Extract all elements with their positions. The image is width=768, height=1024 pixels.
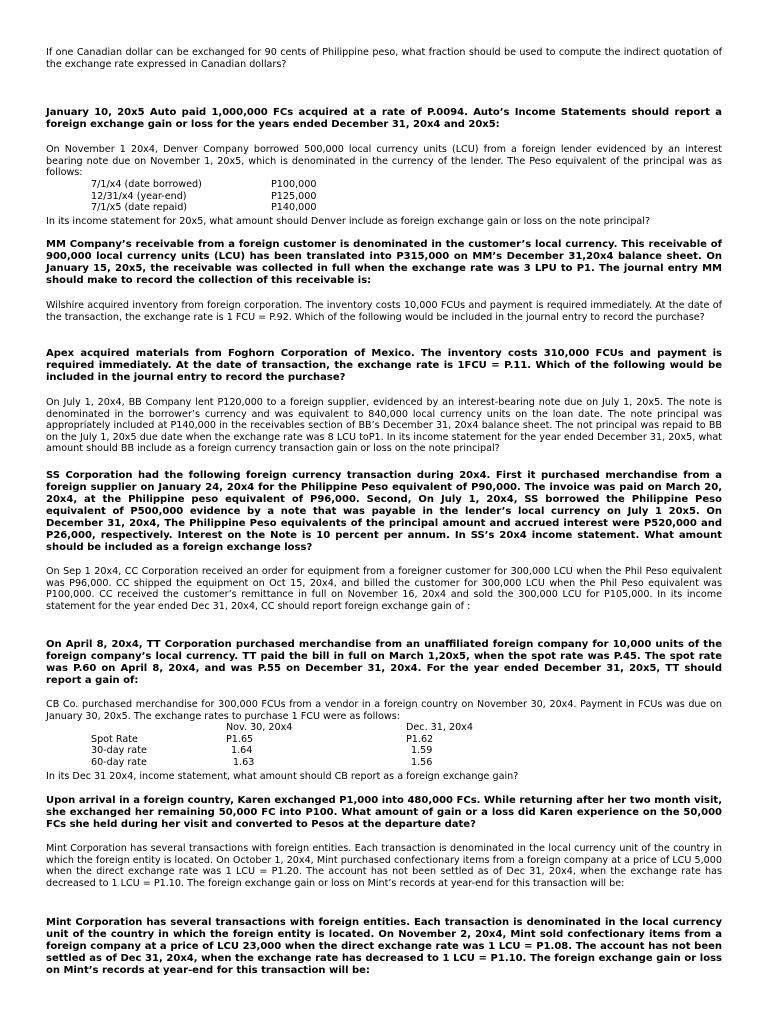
row-date: 7/1/x5 (date repaid) (91, 202, 188, 214)
row-label: Spot Rate (91, 733, 138, 745)
question-11: In its Dec 31 20x4, income statement, what amount should CB report as a foreign exchange gain? (46, 771, 519, 782)
row-label: 60-day rate (91, 756, 147, 768)
header-dec: Dec. 31, 20x4 (406, 722, 473, 733)
question-4: MM Company’s receivable from a foreign customer is denominated in the customer’s local currency. This receivable of 900,000 local currency units (LCU) has been translated into P315,000 on MM’s December 31,20x4 balance sheet. On January 15, 20x5, the receivable was collected in full when the exchange rate was 3 LPU to P1. The journal entry MM should make to record the collection of this receivable is: (46, 239, 722, 286)
row-amount: P140,000 (271, 202, 317, 214)
row-date: 7/1/x4 (date borrowed) (91, 179, 202, 190)
row-amount: P100,000 (271, 179, 317, 190)
question-12: Upon arrival in a foreign country, Karen exchanged P1,000 into 480,000 FCs. While returning after her two month visit, she exchanged her remaining 50,000 FC into P100. What amount of gain or a loss did Karen experience on the 50,000 FCs she held during her visit and converted to Pesos at the departure date? (46, 795, 722, 830)
question-1: If one Canadian dollar can be exchanged for 90 cents of Philippine peso, what fraction should be used to compute the indirect quotation of the exchange rate expressed in Canadian dollars? (46, 47, 722, 70)
header-nov: Nov. 30, 20x4 (226, 722, 293, 733)
question-7: On July 1, 20x4, BB Company lent P120,000 to a foreign supplier, evidenced by an interest-bearing note due on July 1, 20x5. The note is denominated in the borrower’s currency and was equivalent to 840,000 local currency units on the loan date. The note principal was appropriately included at P140,000 in the receivables section of BB’s December 31, 20x4 balance sheet. The not principal was repaid to BB on the July 1, 20x5 due date when the exchange rate was 8 LCU toP1. In its income statement for the year ended December 31, 20x5, what amount should BB include as a foreign currency transaction gain or loss on the note principal? (46, 397, 722, 455)
question-8: SS Corporation had the following foreign currency transaction during 20x4. First it purchased merchandise from a foreign supplier on January 24, 20x4 for the Philippine Peso equivalent of P90,000. The invoice was paid on March 20, 20x4, at the Philippine peso equivalent of P96,000. Second, On July 1, 20x4, SS borrowed the Philippine Peso equivalent of P500,000 evidence by a note that was payable in the lender’s local currency on July 1 20x5. On December 31, 20x4, The Philippine Peso equivalents of the principal amount and accrued interest were P520,000 and P26,000, respectively. Interest on the Note is 10 percent per annum. In SS’s 20x4 income statement. What amount should be included as a foreign exchange loss? (46, 470, 722, 553)
row-nov: 1.64 (231, 745, 253, 757)
question-14: Mint Corporation has several transactions with foreign entities. Each transaction is denominated in the local currency unit of the country in which the foreign entity is located. On November 2, 20x4, Mint sold confectionary items from a foreign company at a price of LCU 23,000 when the direct exchange rate was 1 LCU = P1.08. The account has not been settled as of Dec 31, 20x4, when the exchange rate has decreased to 1 LCU = P1.10. The foreign exchange gain or loss on Mint’s records at year-end for this transaction will be: (46, 917, 722, 976)
question-3: In its income statement for 20x5, what amount should Denver include as foreign exchange gain or loss on the note principal? (46, 216, 651, 227)
row-amount: P125,000 (271, 190, 317, 202)
row-dec: P1.62 (406, 733, 434, 745)
row-date: 12/31/x4 (year-end) (91, 190, 187, 202)
row-nov: 1.63 (233, 756, 255, 768)
row-dec: 1.59 (411, 745, 433, 757)
question-6: Apex acquired materials from Foghorn Corporation of Mexico. The inventory costs 310,000 FCUs and payment is required immediately. At the date of transaction, the exchange rate is 1FCU = P.11. Which of the following would be included in the journal entry to record the purchase? (46, 348, 722, 383)
row-label: 30-day rate (91, 745, 147, 757)
question-11-intro: CB Co. purchased merchandise for 300,000 FCUs from a vendor in a foreign country on November 30, 20x4. Payment in FCUs was due on January 30, 20x5. The exchange rates to purchase 1 FCU were as follows: (46, 699, 722, 722)
question-2: January 10, 20x5 Auto paid 1,000,000 FCs acquired at a rate of P.0094. Auto’s Income Statements should report a foreign exchange gain or loss for the years ended December 31, 20x4 and 20x5: (46, 107, 722, 130)
question-3-intro: On November 1 20x4, Denver Company borrowed 500,000 local currency units (LCU) from a foreign lender evidenced by an interest bearing note due on November 1, 20x5, which is denominated in the currency of the lender. The Peso equivalent of the principal was as follows: (46, 144, 722, 179)
question-9: On Sep 1 20x4, CC Corporation received an order for equipment from a foreigner customer for 300,000 LCU when the Phil Peso equivalent was P96,000. CC shipped the equipment on Oct 15, 20x4, and billed the customer for 300,000 LCU when the Phil Peso equivalent was P100,000. CC received the customer’s remittance in full on November 16, 20x4 and sold the 300,000 LCU for P105,000. In its income statement for the year ended Dec 31, 20x4, CC should report foreign exchange gain of : (46, 566, 722, 612)
row-dec: 1.56 (411, 756, 433, 768)
question-5: Wilshire acquired inventory from foreign corporation. The inventory costs 10,000 FCUs and payment is required immediately. At the date of the transaction, the exchange rate is 1 FCU = P.92. Which of the following would be included in the journal entry to record the purchase? (46, 300, 722, 323)
question-13: Mint Corporation has several transactions with foreign entities. Each transaction is denominated in the local currency unit of the country in which the foreign entity is located. On October 1, 20x4, Mint purchased confectionary items from a foreign company at a price of LCU 5,000 when the direct exchange rate was 1 LCU = P1.20. The account has not been settled as of Dec 31, 20x4, when the exchange rate has decreased to 1 LCU = P1.10. The foreign exchange gain or loss on Mint’s records at year-end for this transaction will be: (46, 843, 722, 889)
row-nov: P1.65 (226, 733, 254, 745)
question-10: On April 8, 20x4, TT Corporation purchased merchandise from an unaffiliated foreign company for 10,000 units of the foreign company’s local currency. TT paid the bill in full on March 1,20x5, when the spot rate was P.45. The spot rate was P.60 on April 8, 20x4, and was P.55 on December 31, 20x4. For the year ended December 31, 20x5, TT should report a gain of: (46, 639, 722, 686)
